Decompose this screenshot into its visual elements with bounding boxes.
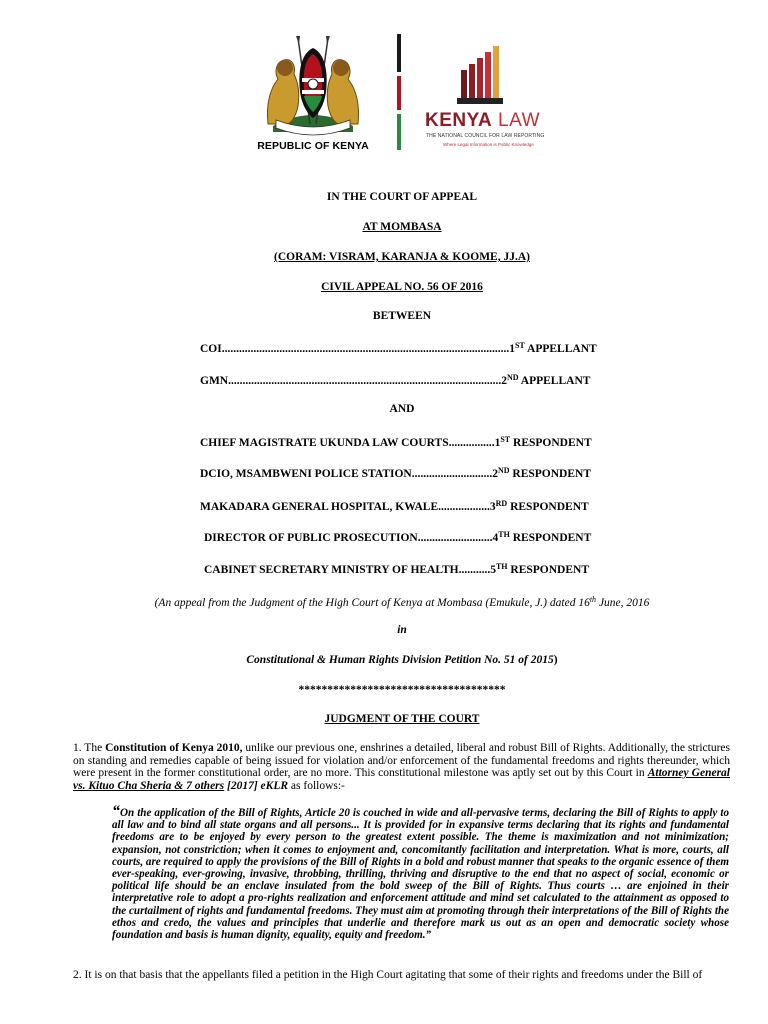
paragraph-1: 1. The Constitution of Kenya 2010, unlike our previous one, enshrines a detailed, liberal and robust Bill of Rights. Additionally, the strictures on standing and remedies capable of being issued for violation and/or enforcement of the fundamental freedoms and rights thereunder, which were present in the former constitutional order, are no more. This constitutional milestone was aptly set out by this Court in Attorney General vs. Kituo Cha Sheria & 7 others [2017] eKLR as follows:- — [73, 742, 730, 792]
and-label: AND — [389, 403, 415, 415]
kenya-law-mark-icon — [457, 44, 505, 106]
judgment-heading: JUDGMENT OF THE COURT — [324, 713, 480, 725]
kenya-law-tagline: Where Legal Information is Public Knowledge — [443, 142, 534, 147]
respondent-3: MAKADARA GENERAL HOSPITAL, KWALE..................3RD RESPONDENT — [200, 499, 589, 513]
court-location: AT MOMBASA — [362, 221, 442, 233]
case-number: CIVIL APPEAL NO. 56 OF 2016 — [321, 281, 483, 293]
petition-line: Constitutional & Human Rights Division Petition No. 51 of 2015) — [246, 654, 558, 666]
between-label: BETWEEN — [372, 310, 432, 322]
kenya-law-word1: KENYA — [425, 110, 493, 131]
coram: (CORAM: VISRAM, KARANJA & KOOME, JJ.A) — [274, 251, 530, 263]
kenya-law-subtitle: THE NATIONAL COUNCIL FOR LAW REPORTING — [426, 133, 545, 139]
kenya-law-logo — [425, 44, 555, 154]
respondent-1: CHIEF MAGISTRATE UKUNDA LAW COURTS................1ST RESPONDENT — [200, 435, 592, 449]
separator-stars: ************************************ — [298, 684, 506, 696]
respondent-4: DIRECTOR OF PUBLIC PROSECUTION..........................4TH RESPONDENT — [204, 530, 592, 544]
page-header — [0, 30, 768, 155]
flag-color-divider — [397, 34, 401, 150]
in-label: in — [397, 624, 407, 636]
block-quote: “On the application of the Bill of Rights, Article 20 is couched in wide and all-pervasive terms, declaring the Bill of Rights to apply to all law and to bind all state organs and all persons... It is provided for in expansive terms declaring that its rights and fundamental freedoms are to be enjoyed by every person to the greatest extent possible. The theme is maximization and not minimization; expansion, not constriction; when it comes to enjoyment and, concomitantly facilitation and interpretation. What is more, courts, all courts, are required to apply the provisions of the Bill of Rights in a bold and robust manner that speaks to the organic essence of them ever-speaking, ever-growing, invasive, throbbing, thrilling, thriving and disruptive to the end that no aspect of social, economic or political life should be an enclave insulated from the bold sweep of the Bill of Rights. Thus courts … are enjoined in their interpretative role to adopt a pro-rights realization and enforcement attitude and mind set calculated to the attainment as opposed to the curtailment of rights and fundamental freedoms. They must aim at promoting through their interpretations of the Bill of Rights the ethos and credo, the values and principles that underlie and therefore mark us out as an open and democratic society whose foundation and basis is human dignity, equality, equity and freedom.” — [112, 803, 729, 942]
coat-caption: REPUBLIC OF KENYA — [257, 140, 369, 152]
respondent-5: CABINET SECRETARY MINISTRY OF HEALTH...........5TH RESPONDENT — [204, 562, 590, 576]
paragraph-2: 2. It is on that basis that the appellants filed a petition in the High Court agitating that some of their rights and freedoms under the Bill of — [73, 969, 703, 981]
appellant-1: COI....................................................................................................1ST APPELLANT — [200, 341, 597, 355]
coat-of-arms-emblem-icon — [258, 34, 368, 140]
appellant-2: GMN...............................................................................................2ND APPELLANT — [200, 373, 591, 387]
respondent-2: DCIO, MSAMBWENI POLICE STATION............................2ND RESPONDENT — [200, 466, 592, 480]
coat-of-arms — [248, 34, 378, 154]
appeal-from-line: (An appeal from the Judgment of the High Court of Kenya at Mombasa (Emukule, J.) dated 16th June, 2016 — [154, 595, 650, 609]
court-title: IN THE COURT OF APPEAL — [326, 191, 478, 203]
kenya-law-word2: LAW — [498, 110, 541, 131]
kenya-law-wordmark — [425, 110, 540, 132]
